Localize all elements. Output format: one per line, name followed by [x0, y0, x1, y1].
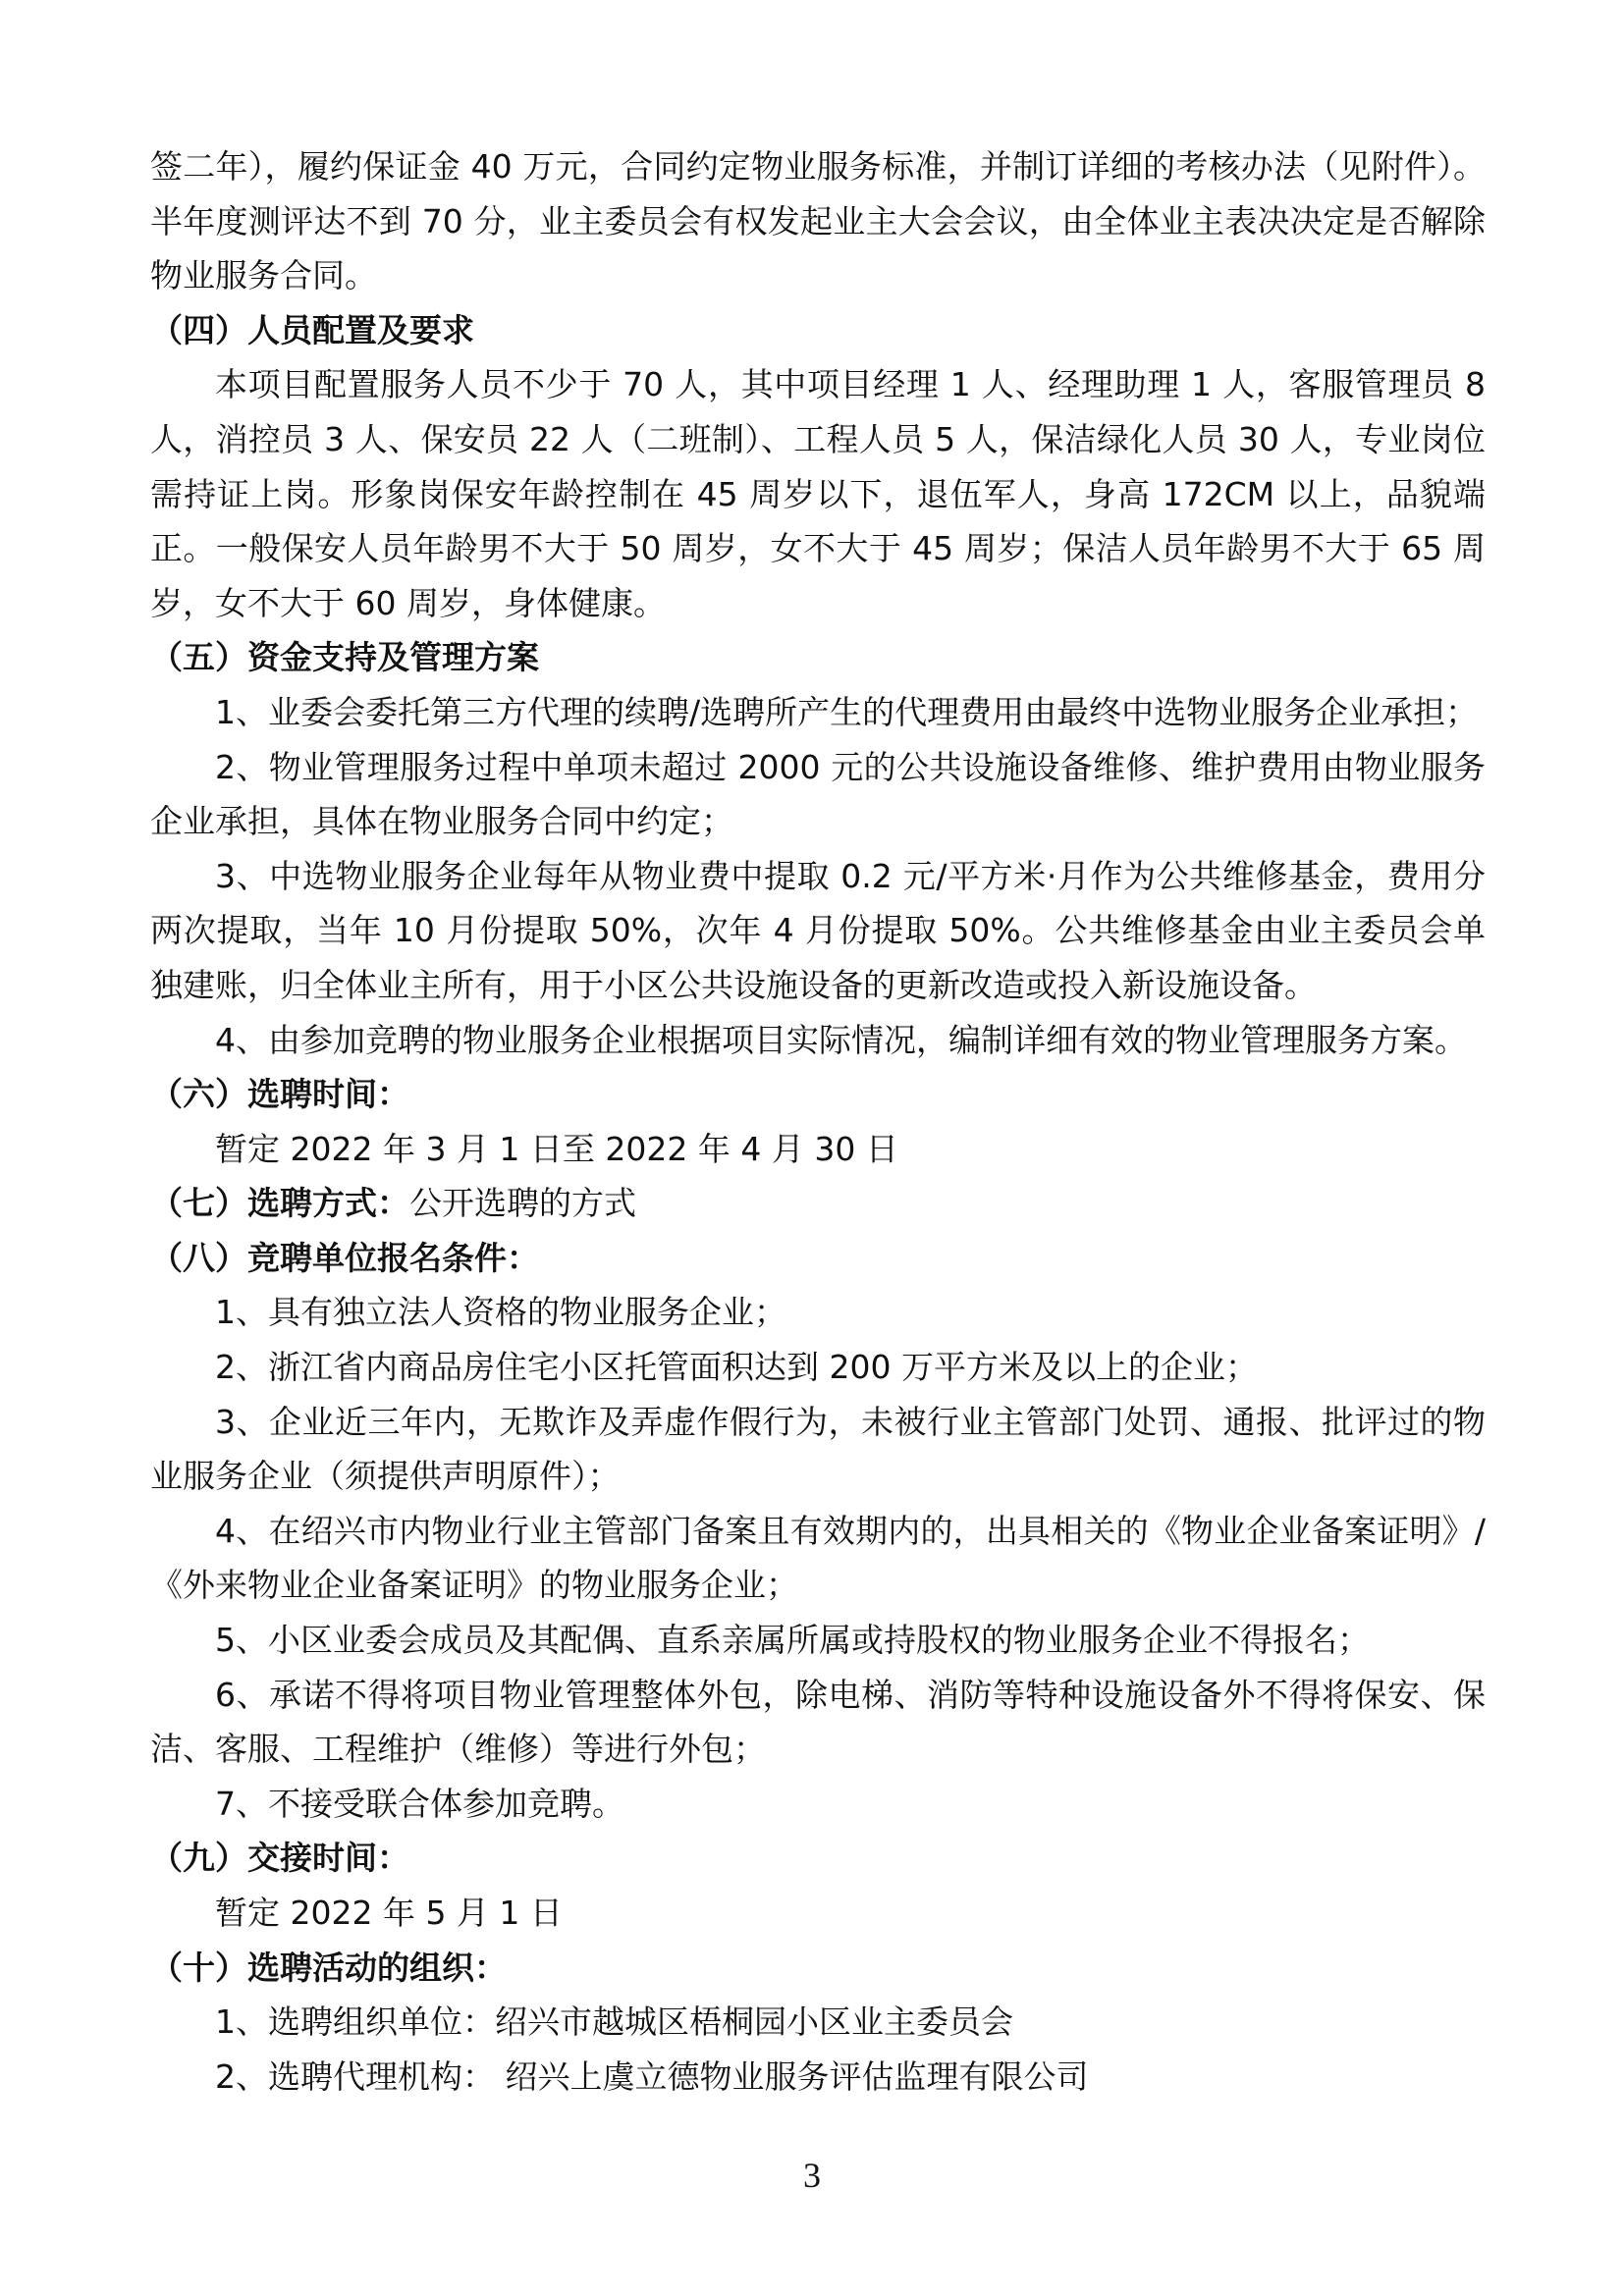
section-heading-selection-method [150, 1176, 1486, 1231]
list-item: 2、选聘代理机构： 绍兴上虞立德物业服务评估监理有限公司 [215, 2056, 1089, 2096]
section-heading-selection-time: （六）选聘时间： [150, 1075, 409, 1114]
list-item: 1、具有独立法人资格的物业服务企业； [215, 1293, 786, 1332]
section-heading-handover-time: （九）交接时间： [150, 1839, 409, 1878]
paragraph-staffing: 本项目配置服务人员不少于 70 人，其中项目经理 1 人、经理助理 1 人，客服管理员 8 人，消控员 3 人、保安员 22 人（二班制）、工程人员 5 人，保洁绿化人员 30 人，专业岗位需持证上岗。形象岗保安年龄控制在 45 周岁以下，退伍军人，身高 172CM 以上，品貌端正。一般保安人员年龄男不大于 50 周岁，女不大于 45 周岁；保洁人员年龄男不大于 65 周岁，女不大于 60 周岁，身体健康。 [150, 365, 1486, 622]
page-number: 3 [803, 2156, 821, 2195]
list-item: 3、企业近三年内，无欺诈及弄虚作假行为，未被行业主管部门处罚、通报、批评过的物业服务企业（须提供声明原件）； [150, 1402, 1486, 1496]
list-item: 2、浙江省内商品房住宅小区托管面积达到 200 万平方米及以上的企业； [215, 1348, 1258, 1387]
list-item: 2、物业管理服务过程中单项未超过 2000 元的公共设施设备维修、维护费用由物业服务企业承担，具体在物业服务合同中约定； [150, 747, 1486, 841]
list-item: 1、选聘组织单位：绍兴市越城区梧桐园小区业主委员会 [215, 2002, 1013, 2042]
paragraph-handover-time: 暂定 2022 年 5 月 1 日 [215, 1894, 563, 1932]
list-item: 7、不接受联合体参加竞聘。 [215, 1784, 624, 1823]
heading-value: 公开选聘的方式 [409, 1184, 636, 1223]
section-heading-staffing: （四）人员配置及要求 [150, 310, 474, 349]
heading-label: （七）选聘方式： [150, 1184, 409, 1223]
list-item: 1、业委会委托第三方代理的续聘/选聘所产生的代理费用由最终中选物业服务企业承担； [215, 692, 1479, 731]
section-heading-organization: （十）选聘活动的组织： [150, 1948, 507, 1987]
paragraph-selection-time: 暂定 2022 年 3 月 1 日至 2022 年 4 月 30 日 [215, 1129, 898, 1168]
section-heading-eligibility: （八）竞聘单位报名条件： [150, 1238, 539, 1277]
list-item: 3、中选物业服务企业每年从物业费中提取 0.2 元/平方米·月作为公共维修基金，费用分两次提取，当年 10 月份提取 50%，次年 4 月份提取 50%。公共维修基金由业主委员会单独建账，归全体业主所有，用于小区公共设施设备的更新改造或投入新设施设备。 [150, 856, 1486, 1004]
section-heading-funding: （五）资金支持及管理方案 [150, 638, 539, 677]
paragraph-contract-terms: 签二年），履约保证金 40 万元，合同约定物业服务标准，并制订详细的考核办法（见附件）。半年度测评达不到 70 分，业主委员会有权发起业主大会会议，由全体业主表决决定是否解除物业服务合同。 [150, 147, 1486, 295]
list-item: 4、由参加竞聘的物业服务企业根据项目实际情况，编制详细有效的物业管理服务方案。 [215, 1020, 1467, 1059]
document-body [150, 139, 1486, 2104]
list-item: 6、承诺不得将项目物业管理整体外包，除电梯、消防等特种设施设备外不得将保安、保洁、客服、工程维护（维修）等进行外包； [150, 1675, 1486, 1769]
list-item: 5、小区业委会成员及其配偶、直系亲属所属或持股权的物业服务企业不得报名； [215, 1621, 1370, 1660]
list-item: 4、在绍兴市内物业行业主管部门备案且有效期内的，出具相关的《物业企业备案证明》/《外来物业企业备案证明》的物业服务企业； [150, 1511, 1486, 1605]
